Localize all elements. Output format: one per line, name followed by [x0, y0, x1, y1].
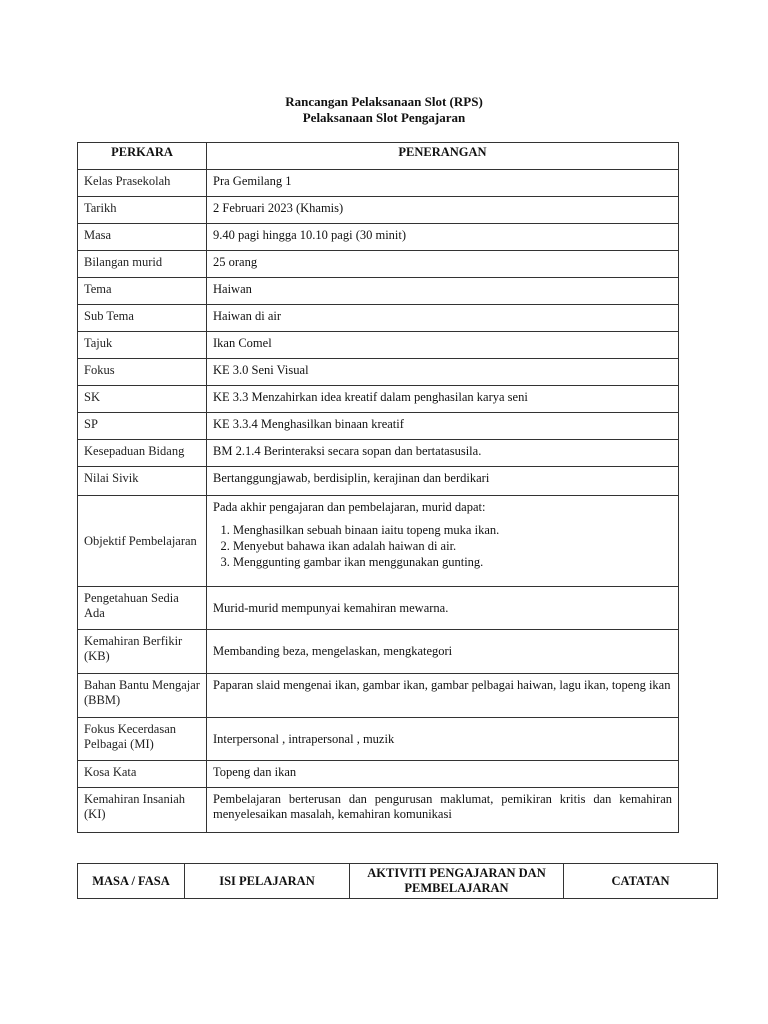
row-label: Kesepaduan Bidang — [78, 440, 207, 467]
row-value: KE 3.3.4 Menghasilkan binaan kreatif — [207, 413, 679, 440]
header-perkara: PERKARA — [78, 143, 207, 170]
table-row — [78, 718, 679, 761]
table-row — [78, 788, 679, 833]
row-value: Bertanggungjawab, berdisiplin, kerajinan dan berdikari — [207, 467, 679, 496]
table-row — [78, 359, 679, 386]
objektif-list — [213, 522, 672, 570]
row-value: Membanding beza, mengelaskan, mengkategori — [207, 630, 679, 674]
row-label: Tajuk — [78, 332, 207, 359]
table-row — [78, 440, 679, 467]
row-value: KE 3.0 Seni Visual — [207, 359, 679, 386]
row-label: Kemahiran Berfikir (KB) — [78, 630, 207, 674]
table-row — [78, 332, 679, 359]
row-value: BM 2.1.4 Berinteraksi secara sopan dan bertatasusila. — [207, 440, 679, 467]
row-label: Bilangan murid — [78, 251, 207, 278]
row-label: Kosa Kata — [78, 761, 207, 788]
row-value: 9.40 pagi hingga 10.10 pagi (30 minit) — [207, 224, 679, 251]
row-value: Paparan slaid mengenai ikan, gambar ikan, gambar pelbagai haiwan, lagu ikan, topeng ikan — [207, 674, 679, 718]
row-value: Haiwan — [207, 278, 679, 305]
row-label: Nilai Sivik — [78, 467, 207, 496]
row-label: Fokus Kecerdasan Pelbagai (MI) — [78, 718, 207, 761]
table-row — [78, 761, 679, 788]
row-value: Murid-murid mempunyai kemahiran mewarna. — [207, 587, 679, 630]
header-catatan: CATATAN — [564, 864, 718, 899]
objektif-intro: Pada akhir pengajaran dan pembelajaran, murid dapat: — [213, 500, 486, 514]
table-row — [78, 197, 679, 224]
list-item: 2. Menyebut bahawa ikan adalah haiwan di air. — [233, 538, 672, 554]
table-row — [78, 467, 679, 496]
table-row — [78, 386, 679, 413]
table-row — [78, 305, 679, 332]
header-masa-fasa: MASA / FASA — [78, 864, 185, 899]
table-row — [78, 674, 679, 718]
table-row-objektif — [78, 496, 679, 587]
document-subtitle: Pelaksanaan Slot Pengajaran — [302, 110, 466, 125]
row-label: Kelas Prasekolah — [78, 170, 207, 197]
row-label: Pengetahuan Sedia Ada — [78, 587, 207, 630]
row-label: Sub Tema — [78, 305, 207, 332]
row-label: Bahan Bantu Mengajar (BBM) — [78, 674, 207, 718]
list-item: 3. Menggunting gambar ikan menggunakan gunting. — [233, 554, 672, 570]
table-row — [78, 413, 679, 440]
header-isi-pelajaran: ISI PELAJARAN — [185, 864, 350, 899]
row-value: KE 3.3 Menzahirkan idea kreatif dalam penghasilan karya seni — [207, 386, 679, 413]
row-value: Topeng dan ikan — [207, 761, 679, 788]
table-row — [78, 170, 679, 197]
row-value: Ikan Comel — [207, 332, 679, 359]
row-value: Haiwan di air — [207, 305, 679, 332]
objektif-cell — [207, 496, 679, 587]
activity-table — [77, 863, 718, 899]
row-value: Pembelajaran berterusan dan pengurusan maklumat, pemikiran kritis dan kemahiran menyelesaikan masalah, kemahiran komunikasi — [207, 788, 679, 833]
list-item: 1. Menghasilkan sebuah binaan iaitu topeng muka ikan. — [233, 522, 672, 538]
row-label: Fokus — [78, 359, 207, 386]
table-row — [78, 630, 679, 674]
row-label: Tema — [78, 278, 207, 305]
row-value: 2 Februari 2023 (Khamis) — [207, 197, 679, 224]
row-label: Tarikh — [78, 197, 207, 224]
row-label: Masa — [78, 224, 207, 251]
row-label: SP — [78, 413, 207, 440]
row-label: Objektif Pembelajaran — [78, 496, 207, 587]
table-row — [78, 224, 679, 251]
row-label: SK — [78, 386, 207, 413]
lesson-details-table — [77, 142, 679, 833]
document-title: Rancangan Pelaksanaan Slot (RPS) — [285, 94, 483, 109]
header-aktiviti: AKTIVITI PENGAJARAN DAN PEMBELAJARAN — [350, 864, 564, 899]
row-label: Kemahiran Insaniah (KI) — [78, 788, 207, 833]
row-value: Pra Gemilang 1 — [207, 170, 679, 197]
table-row — [78, 587, 679, 630]
table-row — [78, 251, 679, 278]
table-row — [78, 278, 679, 305]
row-value: Interpersonal , intrapersonal , muzik — [207, 718, 679, 761]
row-value: 25 orang — [207, 251, 679, 278]
header-penerangan: PENERANGAN — [207, 143, 679, 170]
